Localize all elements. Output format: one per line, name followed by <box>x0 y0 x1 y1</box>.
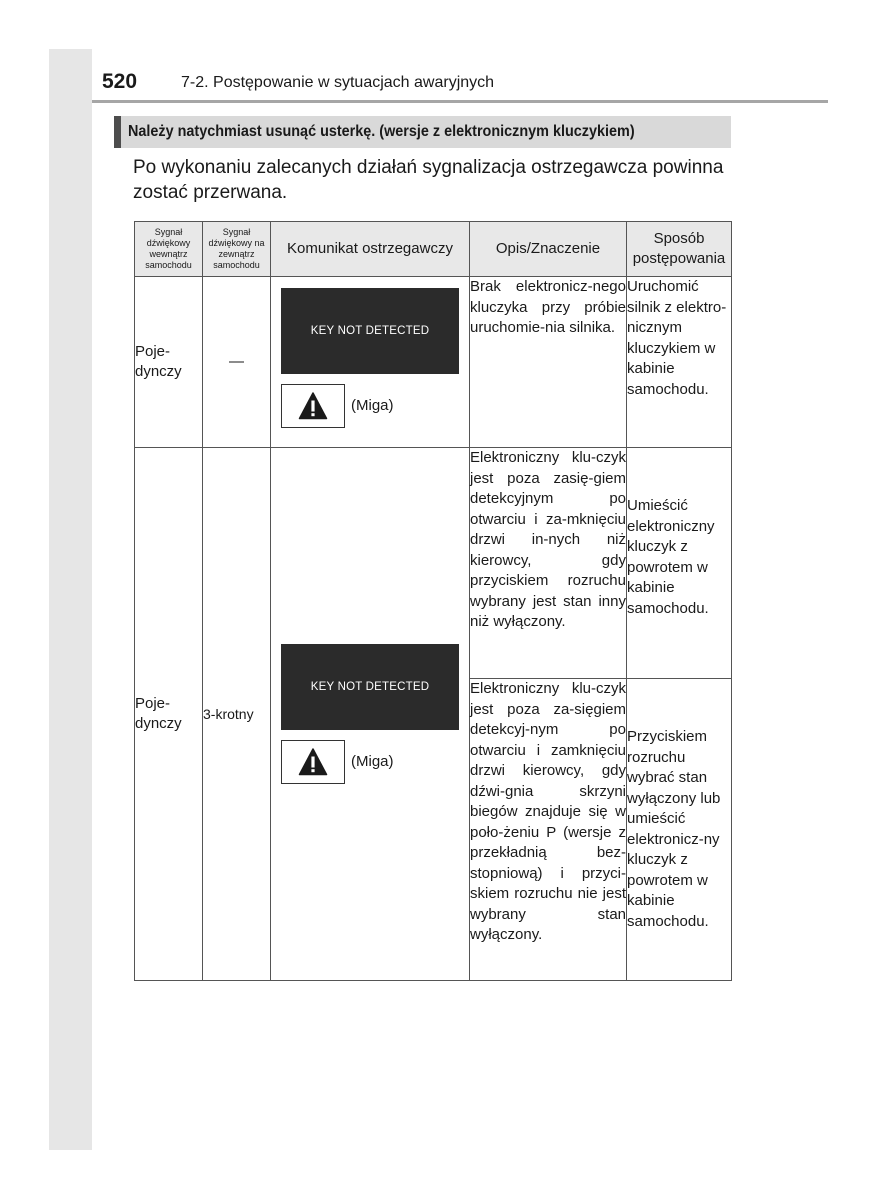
warning-indicator <box>281 740 469 784</box>
description-cell: Brak elektronicz-nego kluczyka przy próbie uruchomie-nia silnika. <box>470 277 627 448</box>
header-action: Sposób postępowania <box>627 222 732 277</box>
table-row <box>135 448 732 679</box>
section-heading <box>114 116 731 148</box>
header-rule <box>92 100 828 103</box>
table-header-row <box>135 222 732 277</box>
chapter-title: 7-2. Postępowanie w sytuacjach awaryjnych <box>181 74 495 91</box>
inside-signal-cell: Poje-dynczy <box>135 448 203 981</box>
header-inside-signal: Sygnał dźwiękowy wewnątrz samochodu <box>135 222 203 277</box>
warning-display <box>281 644 459 730</box>
inside-signal-cell: Poje-dynczy <box>135 277 203 448</box>
action-cell: Przyciskiem rozruchu wybrać stan wyłączony lub umieścić elektronicz-ny kluczyk z powrotem w kabinie samochodu. <box>627 679 732 981</box>
action-cell: Uruchomić silnik z elektro-nicznym kluczykiem w kabinie samochodu. <box>627 277 732 448</box>
outside-signal-cell: 3-krotny <box>203 448 271 981</box>
header-outside-signal: Sygnał dźwiękowy na zewnątrz samochodu <box>203 222 271 277</box>
section-title: Należy natychmiast usunąć usterkę. (wersje z elektronicznym kluczykiem) <box>128 123 635 140</box>
section-accent <box>114 116 121 148</box>
header-message: Komunikat ostrzegawczy <box>271 222 470 277</box>
intro-paragraph: Po wykonaniu zalecanych działań sygnalizacja ostrzegawcza powinna zostać przerwana. <box>133 157 724 203</box>
warning-triangle-icon <box>281 740 345 784</box>
outside-signal-cell: — <box>203 277 271 448</box>
header-description: Opis/Znaczenie <box>470 222 627 277</box>
warning-triangle-icon <box>281 384 345 428</box>
flash-note: (Miga) <box>351 752 394 770</box>
flash-note: (Miga) <box>351 396 394 414</box>
display-text: KEY NOT DETECTED <box>310 324 430 337</box>
warning-indicator <box>281 384 469 428</box>
display-text: KEY NOT DETECTED <box>310 680 430 693</box>
message-cell <box>271 277 470 448</box>
warning-table <box>134 221 732 981</box>
description-cell: Elektroniczny klu-czyk jest poza zasię-giem detekcyjnym po otwarciu i za-mknięciu drzwi in-nych niż kierowcy, gdy przyciskiem rozruchu wybrany jest stan inny niż wyłączony. <box>470 448 627 679</box>
warning-display <box>281 288 459 374</box>
table-row <box>135 277 732 448</box>
description-cell: Elektroniczny klu-czyk jest poza za-sięgiem detekcyj-nym po otwarciu i zamknięciu drzwi kierowcy, gdy dźwi-gnia skrzyni biegów znajduje się w poło-żeniu P (wersje z przekładnią bez-stopniową) i przyci-skiem rozruchu nie jest wybrany stan wyłączony. <box>470 679 627 981</box>
page-margin-bar <box>49 49 92 1150</box>
page-number: 520 <box>102 70 138 93</box>
action-cell: Umieścić elektroniczny kluczyk z powrotem w kabinie samochodu. <box>627 448 732 679</box>
message-cell <box>271 448 470 981</box>
